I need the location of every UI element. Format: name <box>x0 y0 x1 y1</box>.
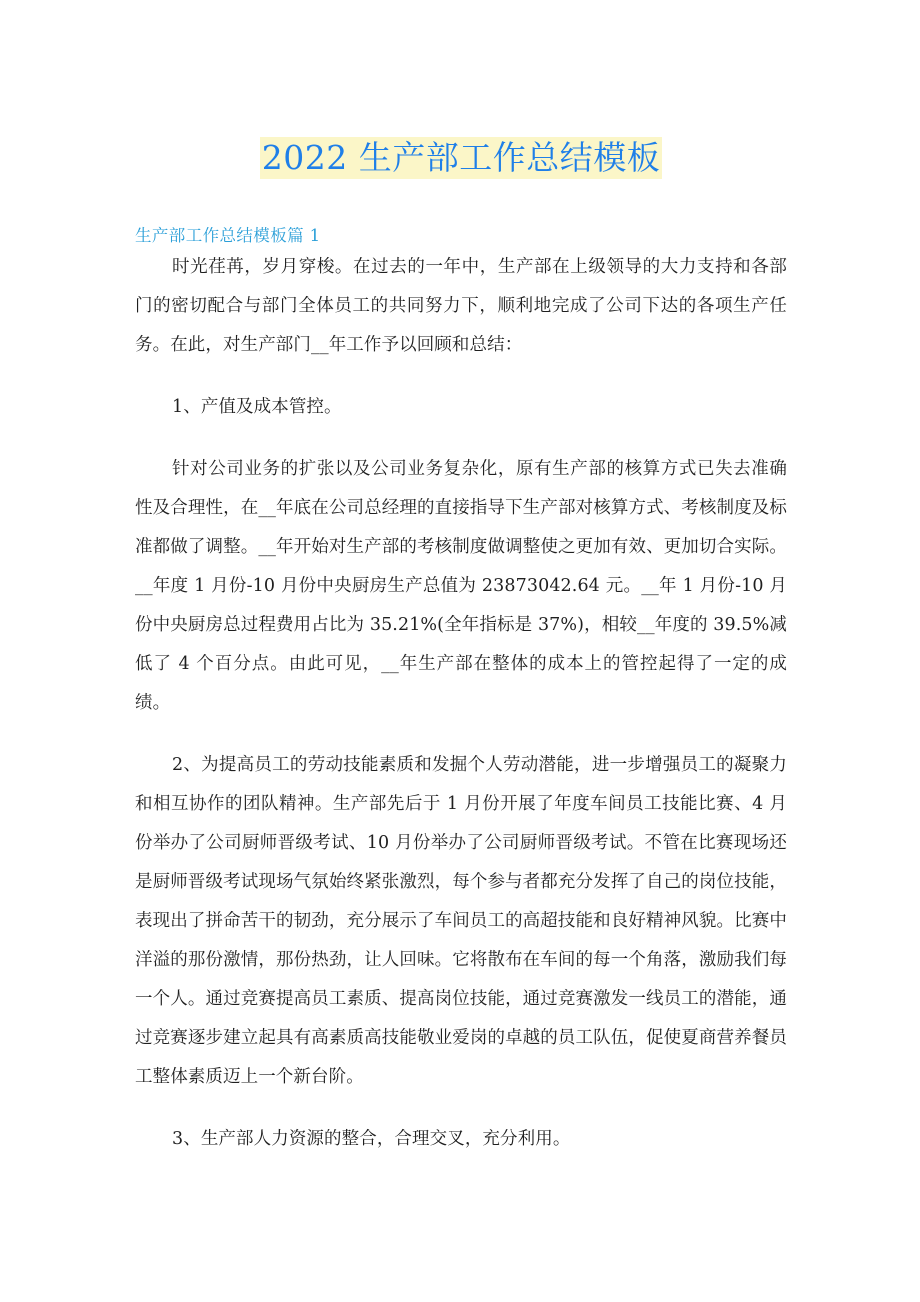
section-heading: 生产部工作总结模板篇 1 <box>135 225 321 245</box>
body-paragraph-1: 时光荏苒，岁月穿梭。在过去的一年中，生产部在上级领导的大力支持和各部门的密切配合与部门全体员工的共同努力下，顺利地完成了公司下达的各项生产任务。在此，对生产部门__年工作予以回顾和总结： <box>135 257 787 356</box>
body-paragraph-2: 1、产值及成本管控。 <box>172 397 342 418</box>
body-paragraph-4: 2、为提高员工的劳动技能素质和发掘个人劳动潜能，进一步增强员工的凝聚力和相互协作的团队精神。生产部先后于 1 月份开展了年度车间员工技能比赛、4 月份举办了公司厨师晋级考试、10 月份举办了公司厨师晋级考试。不管在比赛现场还是厨师晋级考试现场气氛始终紧张激烈，每个参与者都充分发挥了自己的岗位技能，表现出了拼命苦干的韧劲，充分展示了车间员工的高超技能和良好精神风貌。比赛中洋溢的那份激情，那份热劲，让人回味。它将散布在车间的每一个角落，激励我们每一个人。通过竞赛提高员工素质、提高岗位技能，通过竞赛激发一线员工的潜能，通过竞赛逐步建立起具有高素质高技能敬业爱岗的卓越的员工队伍，促使夏商营养餐员工整体素质迈上一个新台阶。 <box>135 755 787 1088</box>
page-title-text: 2022 生产部工作总结模板 <box>261 138 661 177</box>
body-paragraph-5: 3、生产部人力资源的整合，合理交叉，充分利用。 <box>172 1129 571 1150</box>
page-title <box>135 0 787 180</box>
body-paragraph-3: 针对公司业务的扩张以及公司业务复杂化，原有生产部的核算方式已失去准确性及合理性，在__年底在公司总经理的直接指导下生产部对核算方式、考核制度及标准都做了调整。__年开始对生产部的考核制度做调整使之更加有效、更加切合实际。__年度 1 月份-10 月份中央厨房生产总值为 23873042.64 元。__年 1 月份-10 月份中央厨房总过程费用占比为 35.21%(全年指标是 37%)，相较__年度的 39.5%减低了 4 个百分点。由此可见，__年生产部在整体的成本上的管控起得了一定的成绩。 <box>135 459 787 714</box>
document-content <box>135 0 787 1159</box>
